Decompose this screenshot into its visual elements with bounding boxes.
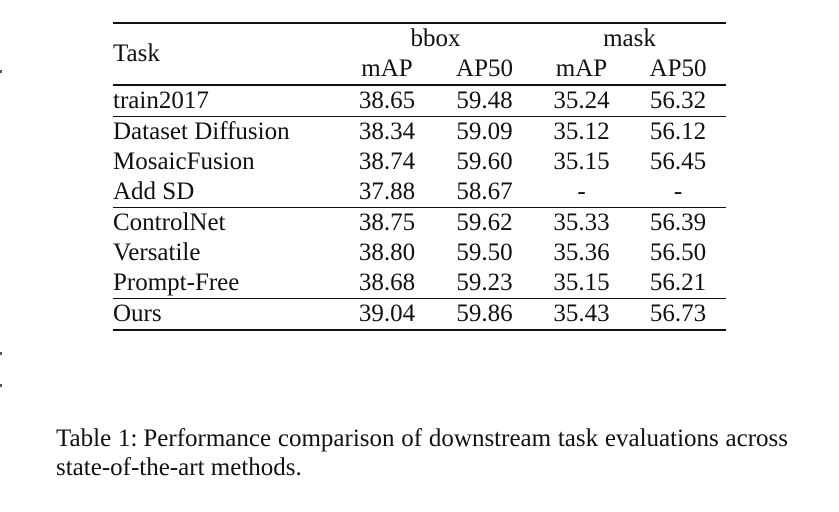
metric-header: AP50: [649, 55, 707, 82]
page-edge-mark: [0, 352, 2, 355]
mask-group-header: mask: [603, 25, 656, 52]
metric-value-cell: 35.33: [553, 209, 610, 236]
method-name-cell: Ours: [113, 300, 162, 327]
method-name-cell: Dataset Diffusion: [113, 118, 290, 145]
metric-value-cell: 59.50: [456, 239, 513, 266]
method-name-cell: ControlNet: [113, 209, 226, 236]
page-edge-mark: [0, 384, 2, 387]
metric-value-cell: 56.39: [649, 209, 707, 236]
bbox-group-header: bbox: [410, 25, 461, 52]
table-caption: [56, 424, 788, 482]
metric-value-cell: 56.50: [649, 239, 707, 266]
metric-value-cell: 59.23: [456, 269, 513, 296]
table-row: [113, 117, 726, 148]
metric-value-cell: -: [673, 178, 683, 205]
metric-value-cell: 37.88: [358, 178, 416, 205]
table-row: [113, 147, 726, 177]
metric-value-cell: 35.24: [553, 87, 610, 114]
metric-value-cell: 35.15: [553, 148, 610, 175]
method-name-cell: Versatile: [113, 239, 201, 266]
method-name-cell: MosaicFusion: [113, 148, 255, 175]
metric-value-cell: 35.36: [553, 239, 610, 266]
metric-value-cell: 59.60: [456, 148, 513, 175]
metric-value-cell: 38.80: [358, 239, 416, 266]
metric-value-cell: 39.04: [358, 300, 416, 327]
metric-value-cell: 59.48: [456, 87, 513, 114]
results-table: [113, 22, 726, 331]
table-body: [113, 85, 726, 330]
metric-value-cell: 59.86: [456, 300, 513, 327]
results-table-container: [113, 22, 726, 331]
metric-value-cell: 56.73: [649, 300, 707, 327]
page-edge-mark: [0, 70, 2, 73]
metric-header: AP50: [456, 55, 513, 82]
caption-text: Performance comparison of downstream task evaluations across state-of-the-art methods.: [56, 425, 789, 481]
metric-value-cell: 59.62: [456, 209, 513, 236]
metric-value-cell: 38.34: [358, 118, 416, 145]
method-name-cell: train2017: [113, 87, 209, 114]
table-row: [113, 208, 726, 239]
metric-header: mAP: [361, 55, 413, 82]
metric-header: mAP: [555, 55, 608, 82]
metric-value-cell: 38.74: [358, 148, 416, 175]
metric-value-cell: 38.75: [358, 209, 416, 236]
metric-value-cell: 35.43: [553, 300, 610, 327]
method-name-cell: Prompt-Free: [113, 269, 240, 296]
metric-value-cell: 59.09: [456, 118, 513, 145]
table-header: [113, 23, 726, 85]
metric-value-cell: -: [577, 178, 586, 205]
table-row: [113, 268, 726, 299]
metric-value-cell: 58.67: [456, 178, 513, 205]
table-row: [113, 85, 726, 117]
task-column-header: Task: [113, 40, 160, 67]
method-name-cell: Add SD: [113, 178, 195, 205]
table-row: [113, 299, 726, 331]
metric-value-cell: 35.15: [553, 269, 610, 296]
table-row: [113, 177, 726, 208]
table-row: [113, 238, 726, 268]
metric-value-cell: 35.12: [553, 118, 610, 145]
metric-value-cell: 56.45: [649, 148, 707, 175]
metric-value-cell: 38.68: [358, 269, 416, 296]
metric-value-cell: 38.65: [358, 87, 416, 114]
metric-value-cell: 56.12: [649, 118, 707, 145]
metric-value-cell: 56.21: [649, 269, 707, 296]
metric-value-cell: 56.32: [649, 87, 707, 114]
caption-label: Table 1:: [56, 425, 138, 452]
